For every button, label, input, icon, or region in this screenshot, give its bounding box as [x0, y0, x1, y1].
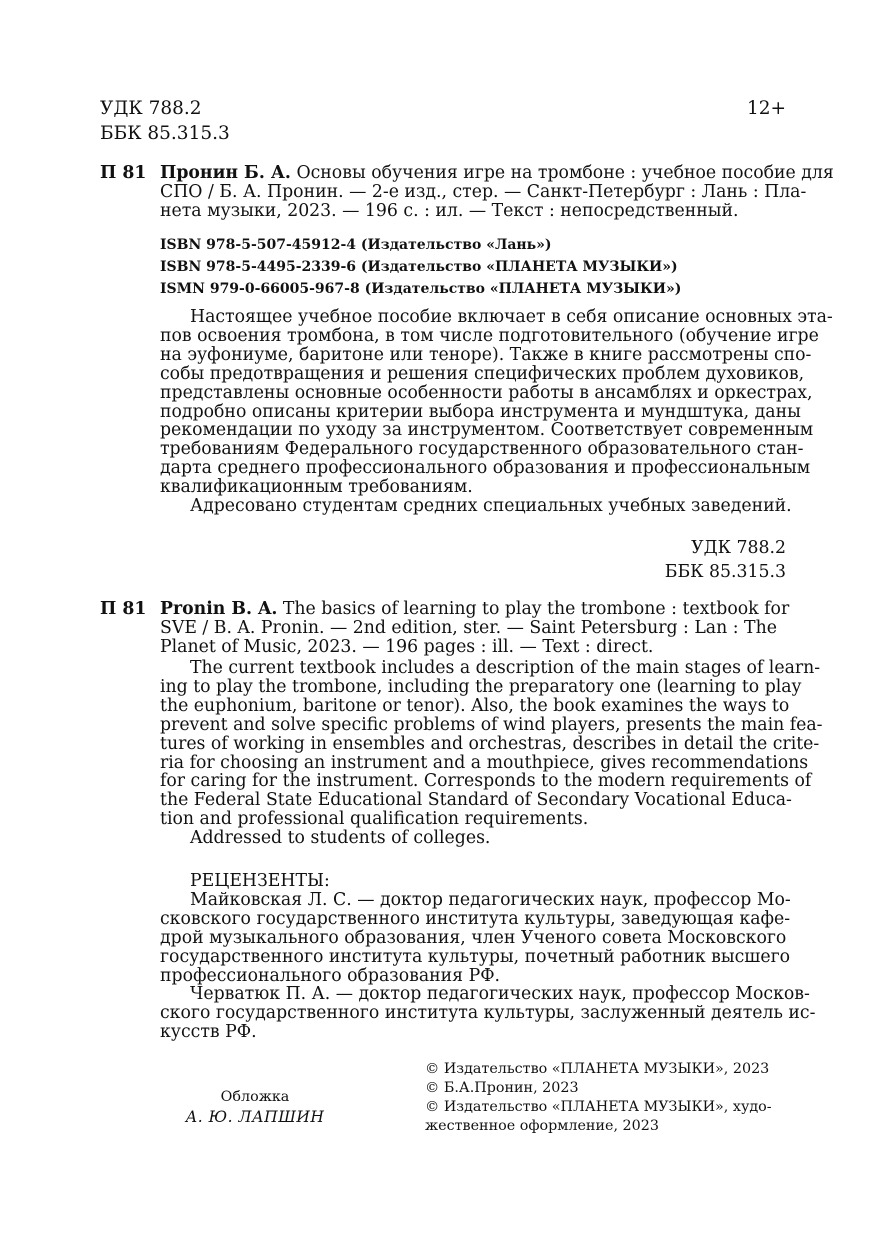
- ru-abstract-line: пов освоения тромбона, в том числе подготовительного (обучение игре: [160, 325, 819, 346]
- ru-abstract-line: квалификационным требованиям.: [160, 477, 473, 498]
- reviewer-line: кусств РФ.: [160, 1022, 257, 1043]
- cover-artist: А. Ю. ЛАПШИН: [185, 1108, 325, 1126]
- ru-citation-line: нета музыки, 2023. — 196 с. : ил. — Текст : непосредственный.: [160, 200, 739, 221]
- ru-abstract-line: дарта среднего профессионального образования и профессиональным: [160, 458, 811, 479]
- ru-abstract-line: рекомендации по уходу за инструментом. Соответствует современным: [160, 420, 814, 441]
- cover-label: Обложка: [220, 1089, 290, 1105]
- copyright-line: © Б.А.Пронин, 2023: [425, 1080, 579, 1096]
- en-audience: Addressed to students of colleges.: [190, 828, 491, 849]
- en-abstract-line: the Federal State Educational Standard of Secondary Vocational Educa-: [160, 790, 792, 811]
- en-citation-line: SVE / B. A. Pronin. — 2nd edition, ster. — Saint Petersburg : Lan : The: [160, 617, 777, 638]
- ru-abstract-line: собы предотвращения и решения специфических проблем духовиков,: [160, 363, 805, 384]
- reviewer-line: государственного института культуры, почетный работник высшего: [160, 946, 791, 967]
- ru-abstract-line: представлены основные особенности работы в ансамблях и оркестрах,: [160, 382, 813, 403]
- ru-abstract-line: Настоящее учебное пособие включает в себя описание основных эта-: [190, 307, 833, 327]
- ru-catalog-label: П 81: [100, 163, 147, 183]
- ru-citation-line: СПО / Б. А. Пронин. — 2-е изд., стер. — Санкт-Петербург : Лань : Пла-: [160, 181, 807, 202]
- reviewer-line: профессионального образования РФ.: [160, 965, 501, 986]
- reviewer-line: Черватюк П. А. — доктор педагогических наук, профессор Москов-: [190, 984, 810, 1005]
- isbn-lan: ISBN 978-5-507-45912-4 (Издательство «Лань»): [160, 237, 552, 253]
- udk-right: УДК 788.2: [691, 538, 786, 558]
- ru-abstract-line: подробно описаны критерии выбора инструмента и мундштука, даны: [160, 401, 801, 422]
- isbn-planeta: ISBN 978-5-4495-2339-6 (Издательство «ПЛАНЕТА МУЗЫКИ»): [160, 259, 678, 275]
- reviewer-line: сковского государственного института культуры, заведующая кафе-: [160, 908, 791, 929]
- en-abstract-line: the euphonium, baritone or tenor). Also, the book examines the ways to: [160, 695, 790, 716]
- reviewer-line: дрой музыкального образования, член Ученого совета Московского: [160, 927, 787, 948]
- en-citation-line: Planet of Music, 2023. — 196 pages : ill. — Text : direct.: [160, 636, 654, 657]
- ru-audience: Адресовано студентам средних специальных учебных заведений.: [190, 496, 792, 517]
- copyright-line: © Издательство «ПЛАНЕТА МУЗЫКИ», худо-: [425, 1099, 772, 1115]
- ru-abstract: [160, 307, 833, 517]
- en-abstract: [160, 658, 823, 849]
- en-abstract-line: The current textbook includes a description of the main stages of learn-: [190, 658, 821, 678]
- en-abstract-line: prevent and solve specific problems of wind players, presents the main fea-: [160, 714, 823, 735]
- copyright-line: жественное оформление, 2023: [425, 1118, 659, 1134]
- en-citation: [160, 599, 790, 657]
- en-abstract-line: ing to play the trombone, including the preparatory one (learning to play: [160, 676, 802, 697]
- ru-abstract-line: требованиям Федерального государственного образовательного стан-: [160, 439, 804, 460]
- copyright-block: [425, 1060, 795, 1136]
- reviewer-line: ского государственного института культуры, заслуженный деятель ис-: [160, 1003, 816, 1024]
- en-citation-line: Pronin B. A. The basics of learning to play the trombone : textbook for: [160, 599, 790, 619]
- age-rating: 12+: [747, 98, 787, 119]
- udk-code: УДК 788.2: [100, 98, 202, 119]
- en-abstract-line: tion and professional qualification requirements.: [160, 809, 589, 830]
- ru-abstract-line: на эуфониуме, баритоне или теноре). Также в книге рассмотрены спо-: [160, 344, 812, 365]
- reviewers: [160, 871, 816, 1043]
- en-author: Pronin B. A.: [160, 599, 278, 619]
- reviewers-heading: РЕЦЕНЗЕНТЫ:: [190, 871, 330, 891]
- ru-author: Пронин Б. А.: [160, 163, 291, 183]
- ismn-planeta: ISMN 979-0-66005-967-8 (Издательство «ПЛАНЕТА МУЗЫКИ»): [160, 281, 682, 297]
- en-abstract-line: for caring for the instrument. Corresponds to the modern requirements of: [160, 771, 812, 792]
- ru-citation-line: Пронин Б. А. Основы обучения игре на тромбоне : учебное пособие для: [160, 163, 834, 183]
- bbk-code: ББК 85.315.3: [100, 123, 230, 144]
- ru-citation: [160, 163, 834, 221]
- copyright-line: © Издательство «ПЛАНЕТА МУЗЫКИ», 2023: [425, 1061, 770, 1077]
- bbk-right: ББК 85.315.3: [664, 562, 786, 582]
- en-catalog-label: П 81: [100, 599, 147, 619]
- en-abstract-line: ria for choosing an instrument and a mouthpiece, gives recommendations: [160, 752, 809, 773]
- reviewer-line: Майковская Л. С. — доктор педагогических наук, профессор Мо-: [190, 889, 791, 910]
- en-abstract-line: tures of working in ensembles and orchestras, describes in detail the crite-: [160, 733, 820, 754]
